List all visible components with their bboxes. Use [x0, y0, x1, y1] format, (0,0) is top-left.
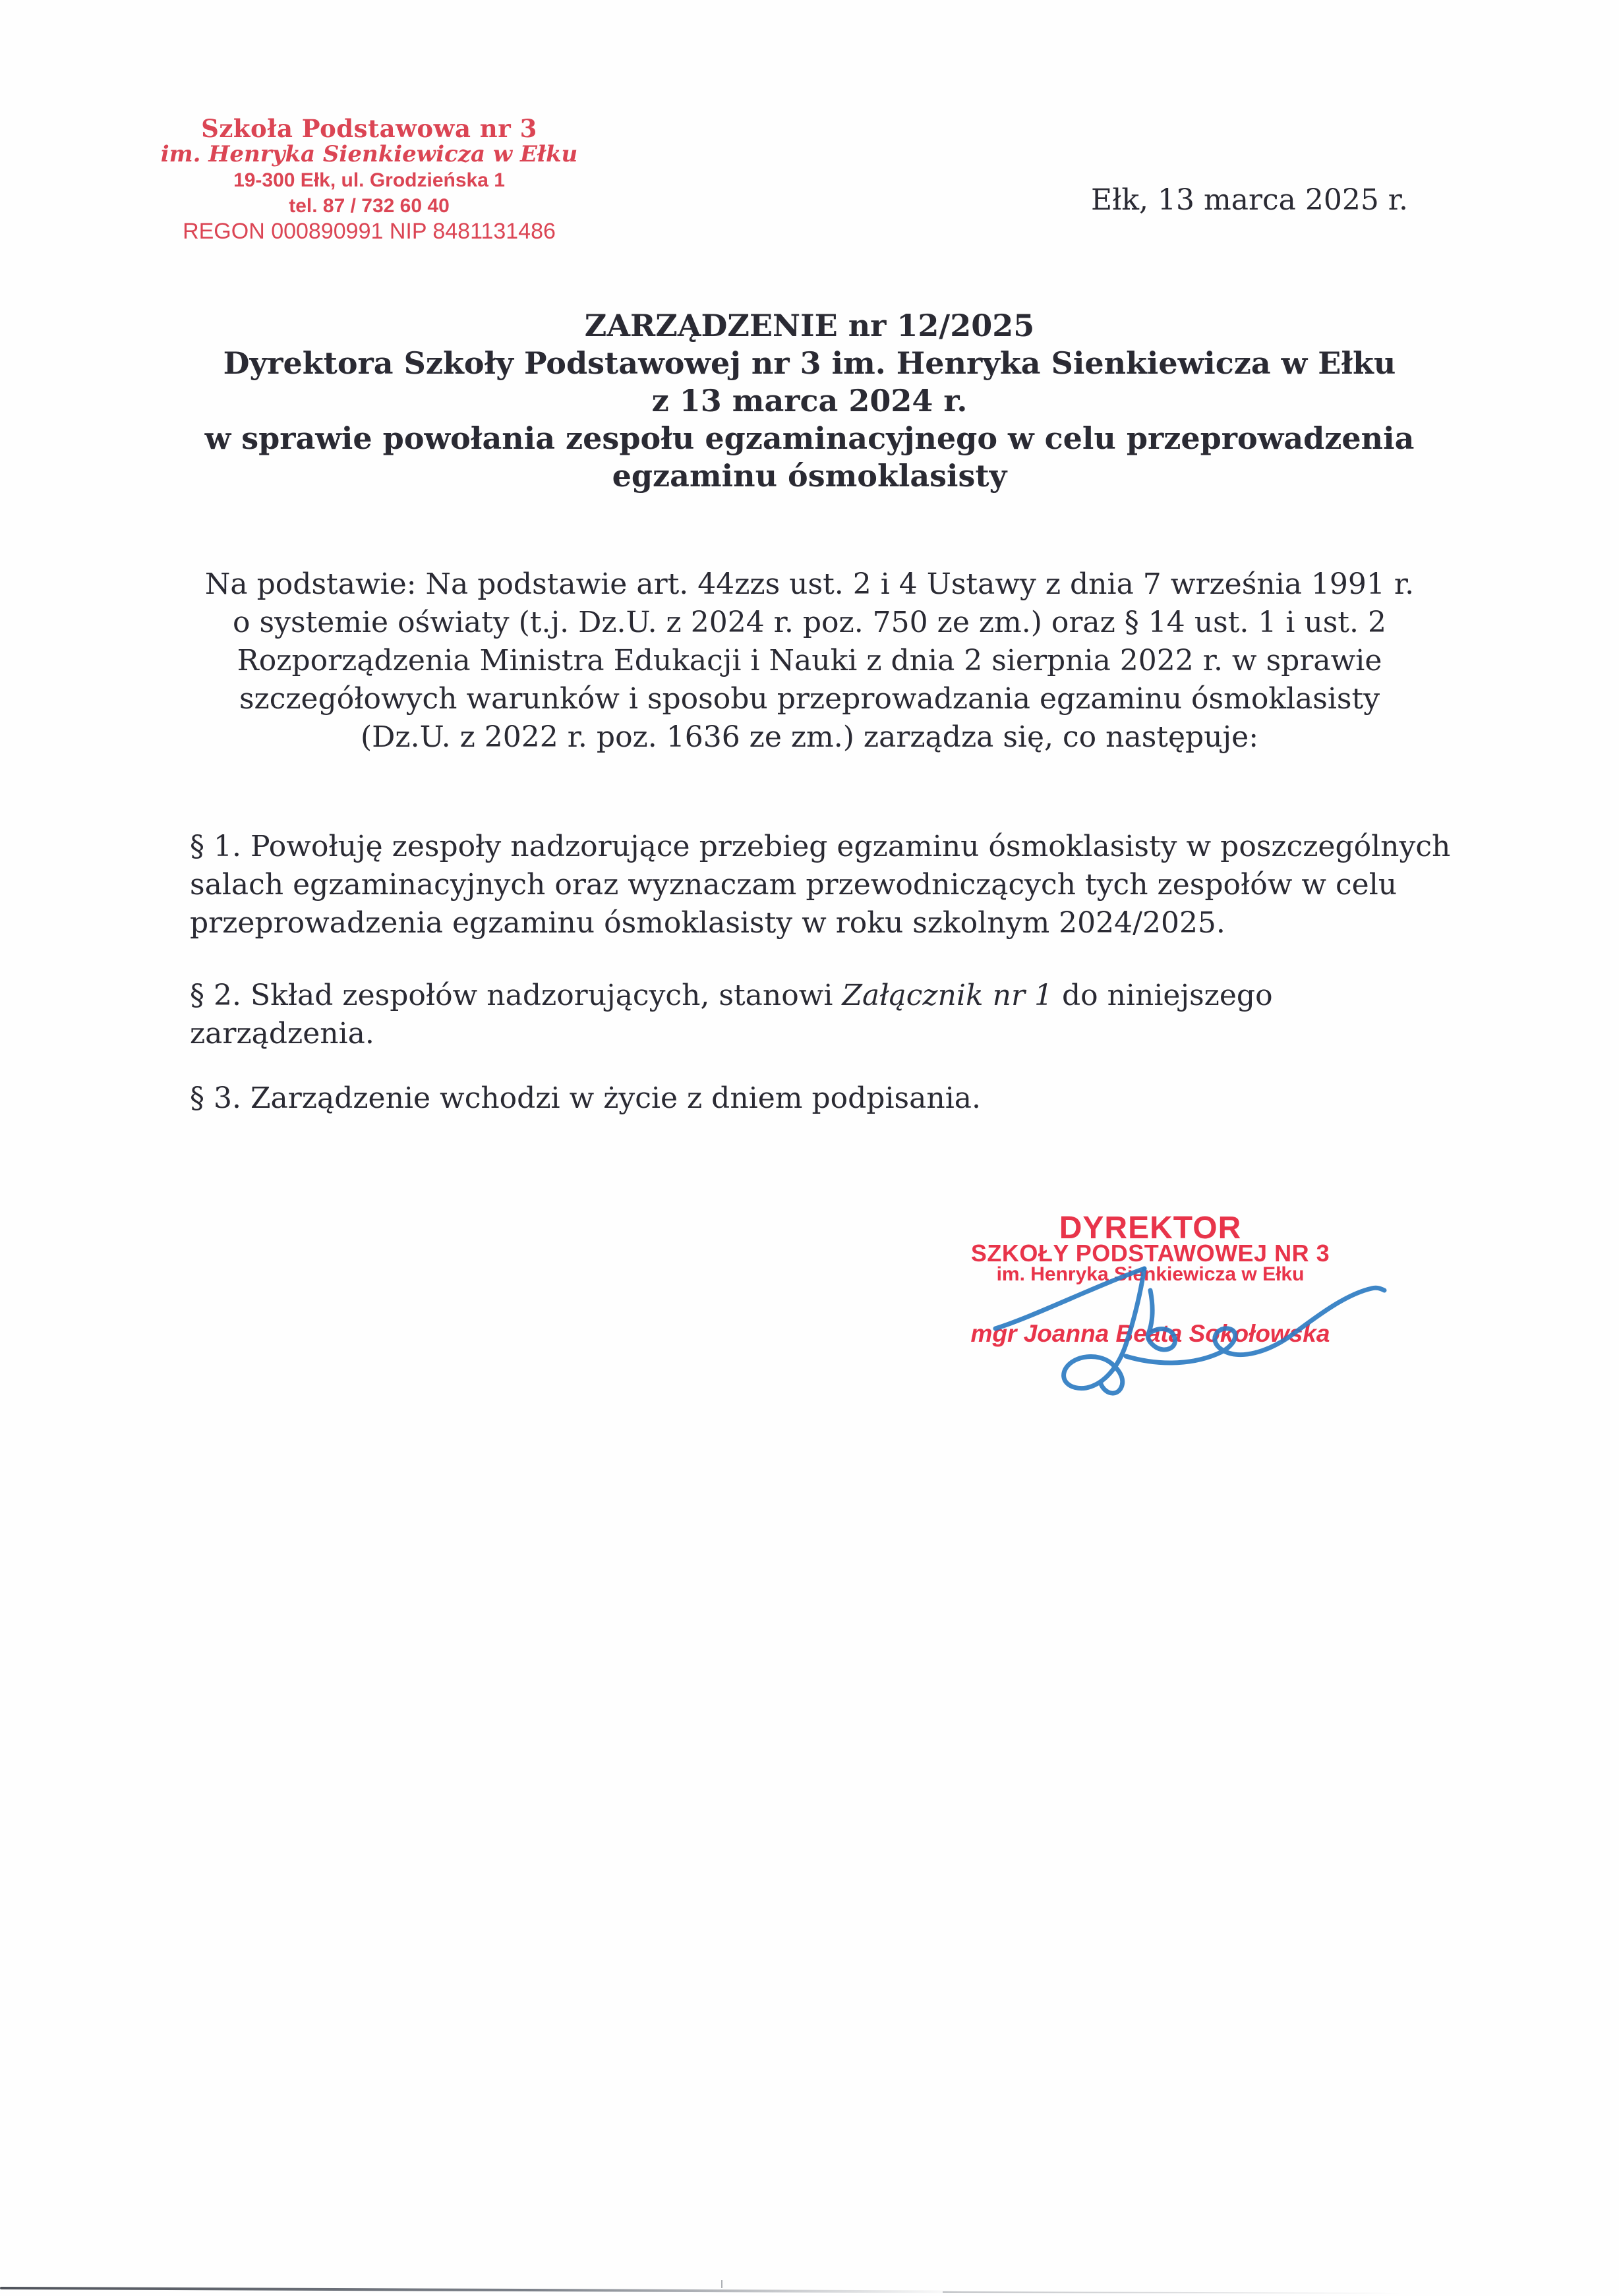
school-patron: im. Henryka Sienkiewicza w Ełku [160, 141, 578, 167]
order-title-line: z 13 marca 2024 r. [651, 383, 968, 418]
section-3 [190, 1079, 1456, 1118]
scan-speck-artifact [721, 2280, 722, 2288]
legal-basis-line: o systemie oświaty (t.j. Dz.U. z 2024 r. poz. 750 ze zm.) oraz § 14 ust. 1 i ust. 2 [233, 606, 1386, 639]
dateline: Ełk, 13 marca 2025 r. [1091, 183, 1408, 217]
school-phone: tel. 87 / 732 60 40 [289, 195, 450, 217]
section-1-line: salach egzaminacyjnych oraz wyznaczam przewodniczących tych zespołów w celu [190, 868, 1398, 902]
legal-basis-line: (Dz.U. z 2022 r. poz. 1636 ze zm.) zarządza się, co następuje: [360, 720, 1259, 754]
section-2-line [190, 977, 1456, 1015]
order-title-line: egzaminu ósmoklasisty [612, 458, 1007, 494]
scan-edge-artifact [943, 2291, 1404, 2294]
section-2-line: zarządzenia. [190, 1017, 374, 1050]
signature-ink [995, 1269, 1144, 1329]
school-name: Szkoła Podstawowa nr 3 [201, 114, 537, 143]
order-title [190, 307, 1429, 495]
director-name: mgr Joanna Beata Sokołowska [970, 1320, 1330, 1347]
scan-edge-artifact [0, 2287, 962, 2293]
section-2-text: do niniejszego [1052, 979, 1273, 1012]
handwritten-signature [976, 1252, 1398, 1404]
order-title-line: ZARZĄDZENIE nr 12/2025 [584, 308, 1035, 343]
section-2 [190, 977, 1456, 1053]
director-school-patron: im. Henryka Sienkiewicza w Ełku [996, 1263, 1305, 1285]
legal-basis-line: Na podstawie: Na podstawie art. 44zzs ust. 2 i 4 Ustawy z dnia 7 września 1991 r. [204, 567, 1415, 601]
signature-ink [1064, 1269, 1144, 1393]
legal-basis-line: Rozporządzenia Ministra Edukacji i Nauki z dnia 2 sierpnia 2022 r. w sprawie [237, 644, 1382, 677]
director-school: SZKOŁY PODSTAWOWEJ NR 3 [970, 1240, 1330, 1267]
attachment-reference: Załącznik nr 1 [842, 979, 1053, 1012]
school-header-stamp [145, 116, 593, 244]
section-1 [190, 828, 1456, 942]
order-title-line: Dyrektora Szkoły Podstawowej nr 3 im. Henryka Sienkiewicza w Ełku [223, 345, 1396, 381]
school-address: 19-300 Ełk, ul. Grodzieńska 1 [233, 169, 505, 191]
school-regon-nip: REGON 000890991 NIP 8481131486 [183, 219, 556, 244]
section-1-line: przeprowadzenia egzaminu ósmoklasisty w roku szkolnym 2024/2025. [190, 906, 1225, 940]
director-role: DYREKTOR [1059, 1211, 1242, 1246]
section-1-line: § 1. Powołuję zespoły nadzorujące przebieg egzaminu ósmoklasisty w poszczególnych [190, 830, 1451, 863]
section-2-text: § 2. Skład zespołów nadzorujących, stanowi [190, 979, 842, 1012]
legal-basis-line: szczegółowych warunków i sposobu przeprowadzania egzaminu ósmoklasisty [239, 682, 1380, 716]
signature-ink [1148, 1290, 1175, 1350]
order-title-line: w sprawie powołania zespołu egzaminacyjnego w celu przeprowadzenia [204, 420, 1415, 456]
section-3-line: § 3. Zarządzenie wchodzi w życie z dniem podpisania. [190, 1081, 981, 1115]
legal-basis-paragraph [190, 565, 1429, 757]
